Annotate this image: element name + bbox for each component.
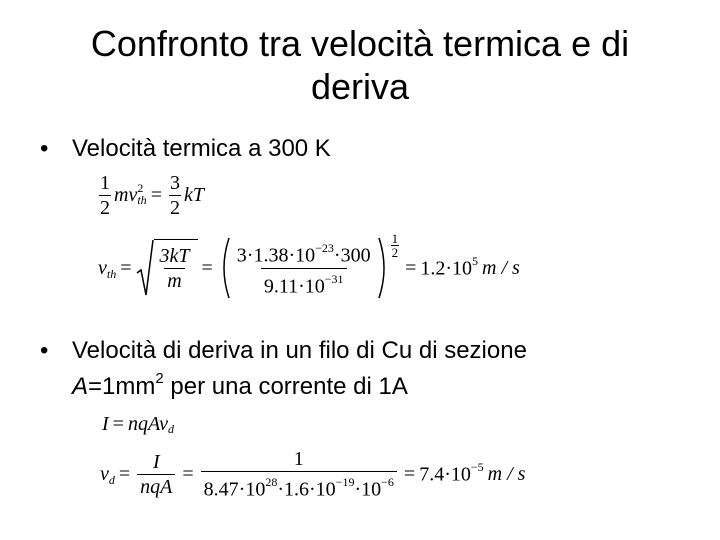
symbol-v: v	[100, 462, 109, 485]
equals-sign: =	[403, 462, 416, 485]
bullet-drift-velocity	[40, 336, 527, 402]
title-line-2: deriva	[310, 66, 410, 107]
unit-m-per-s: m / s	[482, 256, 520, 279]
symbol-m: m	[114, 184, 129, 206]
symbol-I: I	[102, 413, 109, 435]
left-paren-icon	[217, 236, 231, 300]
equation-drift-velocity: v $_d$ = $\frac{I}{\text{nqA}}$ = $\frac{1}{8.47\cdot 10^{28}\cdot 1.6\cdot 10^{-19}\cdot 10^{-6}}$ = $7.4\cdot 10^{-5}$ m / s	[100, 448, 526, 501]
title-line-1: Confronto tra velocità termica e di	[90, 23, 630, 64]
equation-kinetic-energy: $\frac{1}{2}$ m v 2 th = $\frac{3}{2}$ kT	[100, 172, 204, 219]
square-root	[136, 239, 198, 297]
right-paren-icon	[377, 236, 391, 300]
symbol-v: v	[98, 256, 107, 279]
symbol-kT: kT	[183, 184, 204, 206]
bullet-marker: •	[40, 135, 49, 162]
equals-sign: =	[405, 256, 417, 279]
radical-icon	[136, 239, 154, 297]
bullet-marker: •	[40, 337, 49, 364]
fraction-one-half: $\frac{1}{2}$	[100, 172, 110, 219]
equals-sign: =	[118, 462, 131, 485]
bullet-text-line-1: Velocità di deriva in un filo di Cu di sezione	[72, 337, 527, 364]
equation-current: I = nqAv $_d$	[102, 413, 174, 436]
fraction-numeric-ratio: $\frac{3\cdot 1.38\cdot 10^{-23}\cdot 300}{9.11\cdot 10^{-31}}$	[236, 240, 371, 298]
fraction-I-over-nqA: $\frac{I}{\text{nqA}}$	[137, 451, 175, 498]
equals-sign: =	[120, 256, 132, 279]
equals-sign: =	[182, 462, 194, 485]
equals-sign: =	[201, 256, 213, 279]
symbol-nqAv: nqAv	[127, 413, 168, 435]
bullet-text-line-2: $A=1mm^2$ per una corrente di 1A	[72, 370, 408, 400]
result-drift-velocity: $7.4\cdot 10^{-5}$	[419, 460, 484, 486]
result-thermal-velocity: $1.2\cdot 10^5$	[420, 253, 479, 280]
exponent-one-half: $\frac{1}{2}$	[391, 231, 399, 260]
equals-sign: =	[112, 413, 124, 435]
fraction-three-halves: $\frac{3}{2}$	[169, 172, 180, 219]
bullet-thermal-velocity	[40, 134, 331, 164]
symbol-v: v	[128, 184, 138, 206]
slide-title	[40, 22, 680, 108]
bullet-text: Velocità termica a 300 K	[72, 135, 331, 162]
unit-m-per-s: m / s	[487, 462, 526, 485]
equation-thermal-velocity: v $_{th}$ = $\frac{3kT}{m}$ = $\frac{3\cdot 1.38\cdot 10^{-23}\cdot 300}{9.11\cdot 10^{-31}}$ $\frac{1}{2}$ = $1.2\cdot 10^5$ m / s	[98, 236, 520, 300]
fraction-3kT-over-m: $\frac{3kT}{m}$	[159, 245, 190, 292]
equals-sign: =	[150, 184, 162, 206]
fraction-numeric-drift: $\frac{1}{8.47\cdot 10^{28}\cdot 1.6\cdot 10^{-19}\cdot 10^{-6}}$	[201, 448, 397, 501]
